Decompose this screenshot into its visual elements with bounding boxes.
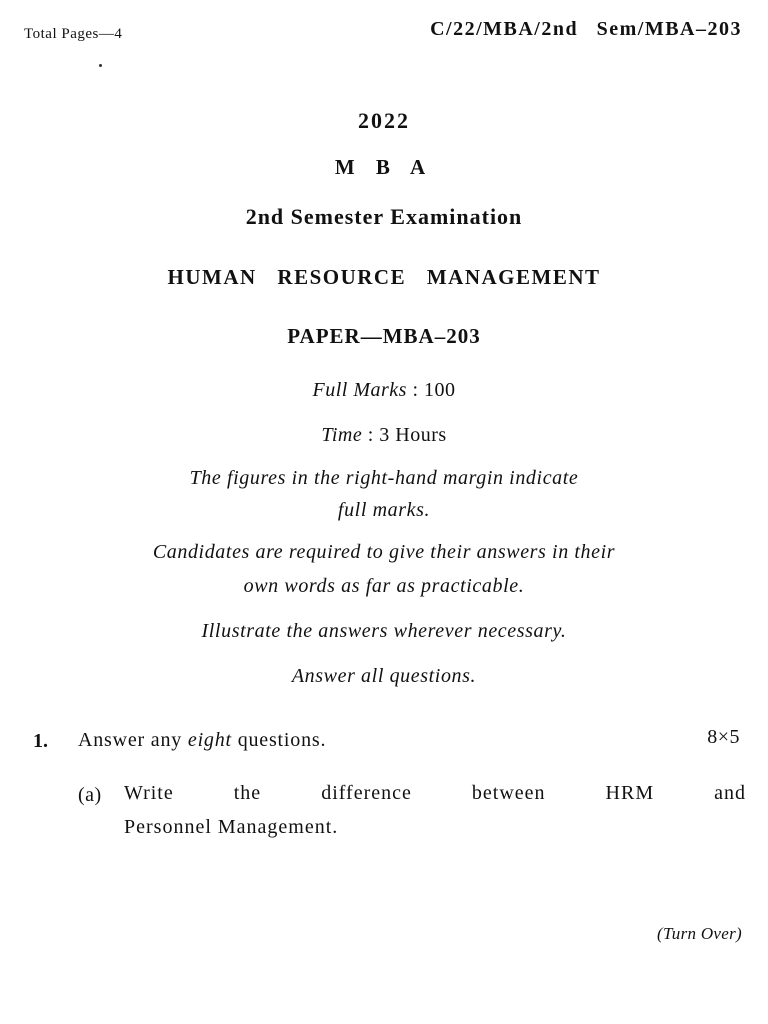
- time-allowed: [0, 424, 768, 447]
- course-name: M B A: [334, 155, 434, 179]
- subquestion-label: (a): [78, 784, 102, 806]
- full-marks: [0, 379, 768, 402]
- instruction-marks-line2: full marks.: [337, 499, 431, 521]
- question-text-after: questions.: [231, 729, 327, 751]
- instruction-illustrate: Illustrate the answers wherever necessary.: [201, 620, 567, 642]
- question-text-emphasis: eight: [187, 729, 232, 751]
- instruction-own-words-line1: Candidates are required to give their answers in their: [152, 541, 616, 563]
- subquestion-text-line2: Personnel Management.: [124, 816, 339, 838]
- instruction-answer-all: Answer all questions.: [291, 665, 477, 687]
- paper-number: PAPER—MBA–203: [287, 324, 481, 348]
- time-separator: :: [362, 424, 380, 446]
- full-marks-value: 100: [424, 379, 456, 401]
- instruction-own-words-line2: own words as far as practicable.: [243, 575, 525, 597]
- question-marks: 8×5: [707, 726, 740, 748]
- paper-code: C/22/MBA/2nd Sem/MBA–203: [430, 18, 742, 40]
- subject-title: HUMAN RESOURCE MANAGEMENT: [167, 265, 601, 289]
- question-text-before: Answer any: [78, 729, 188, 751]
- question-text: [78, 729, 326, 752]
- turn-over-note: (Turn Over): [657, 924, 742, 943]
- time-label: Time: [321, 424, 363, 446]
- exam-year: 2022: [358, 108, 410, 133]
- full-marks-separator: :: [406, 379, 424, 401]
- instruction-marks-line1: The figures in the right-hand margin indicate: [189, 467, 579, 489]
- exam-title: 2nd Semester Examination: [245, 204, 523, 229]
- scan-speck: [99, 64, 102, 67]
- total-pages: Total Pages—4: [24, 26, 123, 42]
- question-number: 1.: [33, 730, 48, 752]
- full-marks-label: Full Marks: [312, 379, 407, 401]
- subquestion-text-line1: Write the difference between HRM and: [124, 782, 746, 804]
- time-value: 3 Hours: [379, 424, 447, 446]
